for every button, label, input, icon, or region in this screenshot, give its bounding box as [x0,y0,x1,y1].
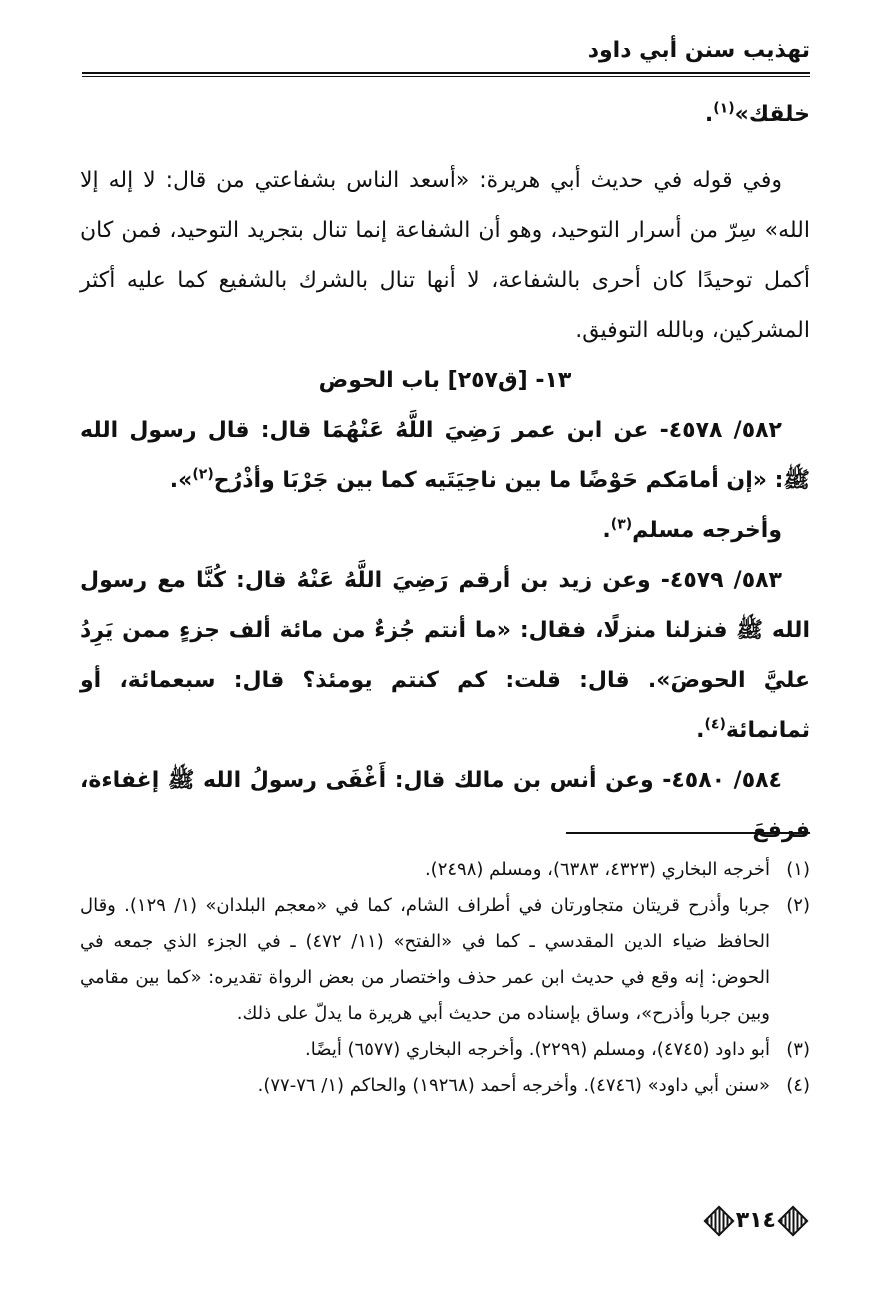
footnote-number: (٣) [786,1039,810,1060]
footnote-ref-3[interactable]: (٣) [610,516,633,533]
footnote-3 [80,1032,810,1068]
footnote-4 [80,1068,810,1104]
footnote-ref-2[interactable]: (٢) [192,466,214,483]
running-header: تهذيب سنن أبي داود [587,38,810,63]
footnote-ref-1[interactable]: (١) [713,100,735,117]
footnote-number: (٤) [786,1075,810,1096]
ornament-icon [703,1205,734,1236]
footnote-ref-4[interactable]: (٤) [704,716,726,733]
main-text [80,90,810,856]
footnote-2 [80,888,810,1032]
footnotes [80,852,810,1104]
hadith-583: ٥٨٣/ ٤٥٧٩- وعن زيد بن أرقم رَضِيَ اللَّهُ عَنْهُ قال: كُنَّا مع رسول الله ﷺ فنزلنا منزلًا، فقال: «ما أنتم جُزءٌ من مائة ألف جزءٍ ممن يَرِدُ عليَّ الحوضَ». قال: قلت: كم كنتم يومئذ؟ قال: سبعمائة، أو ثمانمائة$^{(٤)}$. [80,568,810,743]
ornament-icon [777,1205,808,1236]
hadith-584: ٥٨٤/ ٤٥٨٠- وعن أنس بن مالك قال: أَغْفَى رسولُ الله ﷺ إغفاءة، فرفعَ [80,768,810,843]
page-number: ٣١٤ [735,1208,776,1233]
header-rule-thin [82,76,810,77]
footnote-separator [566,832,810,834]
footnote-text: أخرجه البخاري (٤٣٢٣، ٦٣٨٣)، ومسلم (٢٤٩٨). [424,859,770,880]
page-folio [702,1208,810,1233]
footnote-text: أبو داود (٤٧٤٥)، ومسلم (٢٢٩٩). وأخرجه البخاري (٦٥٧٧) أيضًا. [305,1039,770,1060]
footnote-text: «سنن أبي داود» (٤٧٤٦). وأخرجه أحمد (١٩٢٦٨) والحاكم (١/ ٧٦-٧٧). [257,1075,770,1096]
paragraph-continuation: خلقك»$^{(١)}$. [704,100,810,127]
takhrij-muslim: وأخرجه مسلم$^{(٣)}$. [602,516,782,543]
section-heading: ١٣- [ق٢٥٧] باب الحوض [318,368,572,393]
footnote-number: (١) [786,859,810,880]
footnote-1 [80,852,810,888]
footnote-text: جربا وأذرح قريتان متجاورتان في أطراف الشام، كما في «معجم البلدان» (١/ ١٢٩). وقال الحافظ ضياء الدين المقدسي ـ كما في «الفتح» (١١/ ٤٧٢) ـ في الجزء الذي جمعه في الحوض: إنه وقع في حديث ابن عمر حذف واختصار من بعض الرواة تقديره: «كما بين مقامي وبين جربا وأذرح»، وساق بإسناده من حديث أبي هريرة ما يدلّ على ذلك. [80,895,770,1024]
header-rule [82,72,810,74]
paragraph-shafaa: وفي قوله في حديث أبي هريرة: «أسعد الناس بشفاعتي من قال: لا إله إلا الله» سِرّ من أسرار التوحيد، وهو أن الشفاعة إنما تنال بتجريد التوحيد، فمن كان أكمل توحيدًا كان أحرى بالشفاعة، لا أنها تنال بالشرك بالشفيع كما عليه أكثر المشركين، وبالله التوفيق. [80,168,810,343]
footnote-number: (٢) [786,895,810,916]
hadith-582: ٥٨٢/ ٤٥٧٨- عن ابن عمر رَضِيَ اللَّهُ عَنْهُمَا قال: قال رسول الله ﷺ: «إن أمامَكم حَوْضًا ما بين ناحِيَتَيه كما بين جَرْبَا وأذْرُح$^{(٢)}$». [80,418,810,493]
